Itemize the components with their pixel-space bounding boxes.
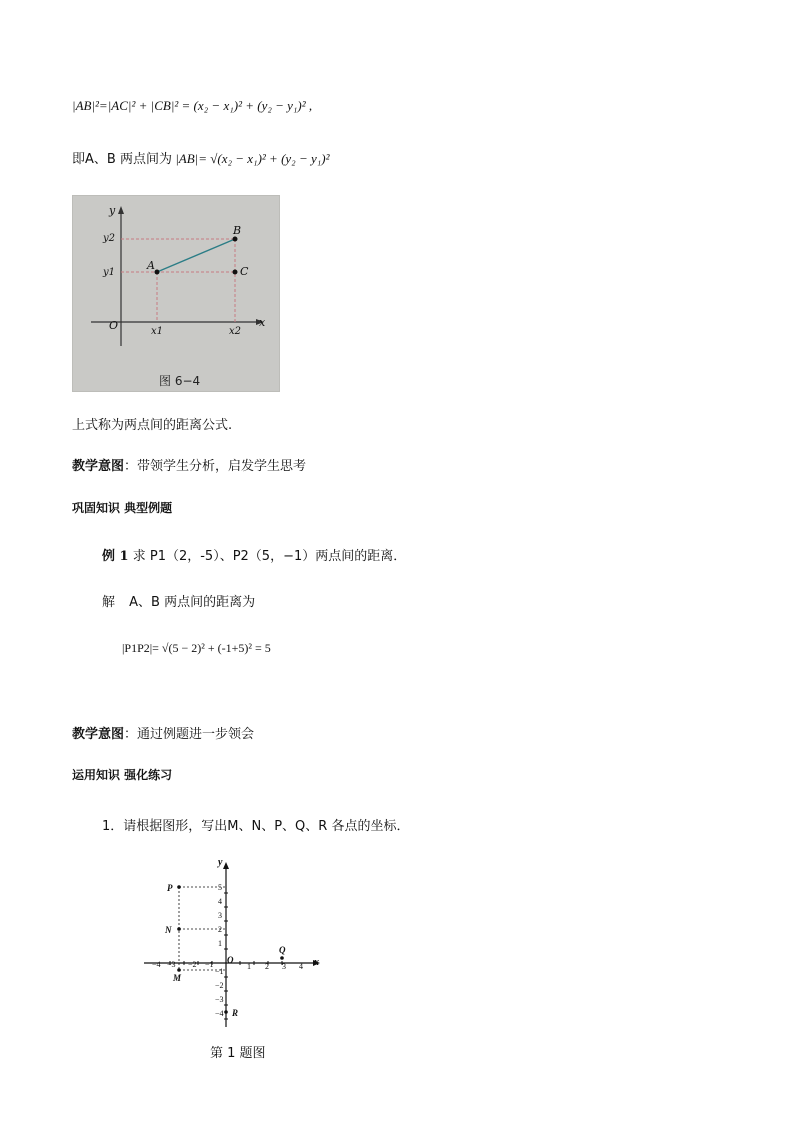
teaching-intent-1 — [72, 455, 306, 474]
teaching-intent-2-text: ：通过例题进一步领会 — [124, 727, 255, 742]
point-b — [233, 237, 238, 242]
fig2-point-q-label: Q — [279, 945, 286, 955]
figure-exercise-1-labels — [140, 855, 340, 1045]
fig2-point-m-label: M — [173, 973, 182, 983]
teaching-intent-2 — [72, 723, 254, 742]
fig1-a-label: A — [147, 259, 155, 272]
fig2-point-n-label: N — [165, 925, 172, 935]
fig2-ytick-neg4: −4 — [215, 1009, 224, 1018]
point-c — [233, 270, 238, 275]
fig2-xtick-1: 1 — [247, 962, 251, 971]
point-a — [155, 270, 160, 275]
fig1-x1-label: x1 — [151, 326, 164, 337]
formula-pythagoras — [72, 98, 312, 114]
fig2-xtick-neg4: −4 — [152, 960, 161, 969]
fig2-x-axis-label: x — [314, 957, 319, 968]
fig2-ytick-3: 3 — [218, 911, 222, 920]
fig2-ytick-neg2: −2 — [215, 981, 224, 990]
fig2-xtick-3: 3 — [282, 962, 286, 971]
example-1-text: 求 P1（2，-5）、P2（5，−1）两点间的距离． — [132, 549, 407, 564]
fig1-y-axis-label: y — [109, 204, 116, 217]
fig2-xtick-neg1: −1 — [205, 960, 214, 969]
formula-distance — [72, 148, 329, 167]
section-heading-1: 巩固知识 典型例题 — [72, 501, 173, 515]
fig2-y-axis-label: y — [218, 857, 223, 868]
fig2-xtick-neg3: −3 — [167, 960, 176, 969]
solution-text: A、B 两点间的距离为 — [129, 595, 256, 610]
fig1-c-label: C — [240, 265, 249, 278]
fig1-b-label: B — [233, 224, 242, 237]
fig1-y1-label: y1 — [103, 267, 116, 278]
fig2-xtick-neg2: −2 — [188, 960, 197, 969]
solution — [102, 591, 255, 610]
exercise-1: 1．请根据图形，写出M、N、P、Q、R 各点的坐标． — [102, 819, 410, 834]
solution-label: 解 — [102, 595, 116, 610]
section-heading-2: 运用知识 强化练习 — [72, 768, 173, 782]
formula-distance-expression: |AB|= √(x₂ − x₁)² + (y₂ − y₁)² — [175, 151, 330, 166]
teaching-intent-1-label: 教学意图 — [72, 459, 125, 474]
distance-formula-note: 上式称为两点间的距离公式. — [72, 418, 233, 433]
fig1-x2-label: x2 — [229, 326, 242, 337]
formula-pythagoras-text: |AB|²=|AC|² + |CB|² = (x₂ − x₁)² + (y₂ − y₁)² , — [72, 98, 313, 113]
example-1-label: 例 1 — [102, 549, 129, 564]
fig1-caption: 图 6−4 — [159, 374, 201, 388]
solution-formula: |P1P2|= √(5 − 2)² + (-1+5)² = 5 — [122, 641, 271, 655]
teaching-intent-2-label: 教学意图 — [72, 727, 125, 742]
fig2-point-p-label: P — [167, 883, 173, 893]
fig2-point-r-label: R — [232, 1008, 239, 1018]
fig2-ytick-2: 2 — [218, 925, 222, 934]
fig1-y2-label: y2 — [103, 233, 116, 244]
example-1 — [102, 545, 406, 564]
fig2-ytick-neg1: −1 — [215, 967, 224, 976]
fig1-x-axis-label: x — [259, 316, 266, 329]
fig2-xtick-4: 4 — [299, 962, 303, 971]
fig2-xtick-2: 2 — [265, 962, 269, 971]
formula-distance-prefix: 即A、B 两点间为 — [72, 152, 172, 167]
fig2-ytick-1: 1 — [218, 939, 222, 948]
fig1-origin-label: O — [109, 319, 119, 332]
figure-6-4 — [72, 195, 280, 392]
figure-6-4-graph — [73, 196, 279, 391]
fig2-ytick-4: 4 — [218, 897, 222, 906]
fig2-ytick-5: 5 — [218, 883, 222, 892]
fig2-caption: 第 1 题图 — [210, 1046, 266, 1061]
fig2-ytick-neg3: −3 — [215, 995, 224, 1004]
teaching-intent-1-text: ：带领学生分析，启发学生思考 — [124, 459, 307, 474]
fig2-origin-label: O — [227, 955, 234, 965]
